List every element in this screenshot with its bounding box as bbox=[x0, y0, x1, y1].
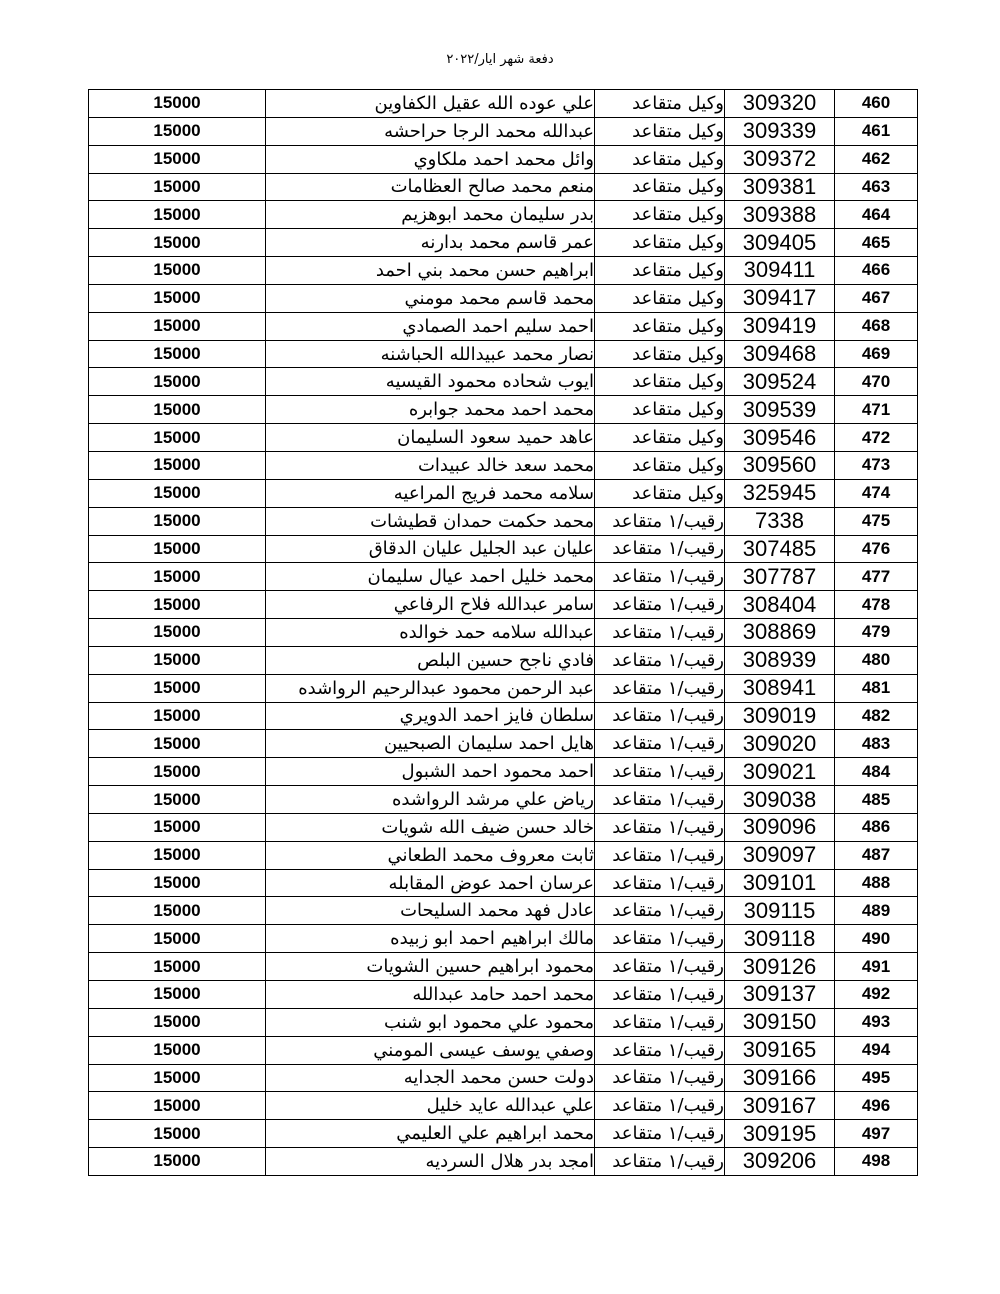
rank-cell: وكيل متقاعد bbox=[595, 284, 725, 312]
rank-cell: وكيل متقاعد bbox=[595, 145, 725, 173]
table-row bbox=[89, 897, 918, 925]
employee-id-cell: 309167 bbox=[725, 1092, 835, 1120]
amount-cell: 15000 bbox=[89, 813, 266, 841]
row-index-cell: 489 bbox=[835, 897, 918, 925]
amount-cell: 15000 bbox=[89, 1092, 266, 1120]
rank-cell: وكيل متقاعد bbox=[595, 229, 725, 257]
table-row bbox=[89, 563, 918, 591]
row-index-cell: 460 bbox=[835, 90, 918, 118]
name-cell: عبدالله سلامه حمد خوالده bbox=[266, 619, 595, 647]
rank-cell: رقيب/١ متقاعد bbox=[595, 674, 725, 702]
amount-cell: 15000 bbox=[89, 535, 266, 563]
row-index-cell: 491 bbox=[835, 953, 918, 981]
row-index-cell: 481 bbox=[835, 674, 918, 702]
name-cell: سلطان فايز احمد الدويري bbox=[266, 702, 595, 730]
row-index-cell: 479 bbox=[835, 619, 918, 647]
amount-cell: 15000 bbox=[89, 424, 266, 452]
employee-id-cell: 309388 bbox=[725, 201, 835, 229]
employee-id-cell: 309546 bbox=[725, 424, 835, 452]
row-index-cell: 474 bbox=[835, 479, 918, 507]
amount-cell: 15000 bbox=[89, 507, 266, 535]
employee-id-cell: 309115 bbox=[725, 897, 835, 925]
name-cell: عليان عبد الجليل عليان الدقاق bbox=[266, 535, 595, 563]
amount-cell: 15000 bbox=[89, 312, 266, 340]
rank-cell: رقيب/١ متقاعد bbox=[595, 925, 725, 953]
amount-cell: 15000 bbox=[89, 646, 266, 674]
table-row bbox=[89, 813, 918, 841]
row-index-cell: 473 bbox=[835, 451, 918, 479]
row-index-cell: 483 bbox=[835, 730, 918, 758]
table-row bbox=[89, 674, 918, 702]
row-index-cell: 469 bbox=[835, 340, 918, 368]
amount-cell: 15000 bbox=[89, 869, 266, 897]
row-index-cell: 488 bbox=[835, 869, 918, 897]
rank-cell: رقيب/١ متقاعد bbox=[595, 702, 725, 730]
name-cell: ايوب شحاده محمود القيسيه bbox=[266, 368, 595, 396]
name-cell: محمد قاسم محمد مومني bbox=[266, 284, 595, 312]
table-row bbox=[89, 841, 918, 869]
amount-cell: 15000 bbox=[89, 201, 266, 229]
rank-cell: رقيب/١ متقاعد bbox=[595, 646, 725, 674]
rank-cell: وكيل متقاعد bbox=[595, 173, 725, 201]
employee-id-cell: 309560 bbox=[725, 451, 835, 479]
rank-cell: وكيل متقاعد bbox=[595, 257, 725, 285]
row-index-cell: 470 bbox=[835, 368, 918, 396]
table-row bbox=[89, 1064, 918, 1092]
row-index-cell: 464 bbox=[835, 201, 918, 229]
table-row bbox=[89, 451, 918, 479]
row-index-cell: 463 bbox=[835, 173, 918, 201]
employee-id-cell: 309411 bbox=[725, 257, 835, 285]
rank-cell: وكيل متقاعد bbox=[595, 312, 725, 340]
table-row bbox=[89, 1092, 918, 1120]
table-row bbox=[89, 981, 918, 1009]
rank-cell: رقيب/١ متقاعد bbox=[595, 758, 725, 786]
rank-cell: وكيل متقاعد bbox=[595, 117, 725, 145]
row-index-cell: 486 bbox=[835, 813, 918, 841]
amount-cell: 15000 bbox=[89, 786, 266, 814]
amount-cell: 15000 bbox=[89, 1036, 266, 1064]
table-row bbox=[89, 340, 918, 368]
rank-cell: وكيل متقاعد bbox=[595, 451, 725, 479]
name-cell: نصار محمد عبيدالله الحباشنه bbox=[266, 340, 595, 368]
employee-id-cell: 7338 bbox=[725, 507, 835, 535]
employee-id-cell: 309150 bbox=[725, 1008, 835, 1036]
employee-id-cell: 309020 bbox=[725, 730, 835, 758]
row-index-cell: 496 bbox=[835, 1092, 918, 1120]
name-cell: رياض علي مرشد الرواشده bbox=[266, 786, 595, 814]
table-row bbox=[89, 786, 918, 814]
row-index-cell: 485 bbox=[835, 786, 918, 814]
rank-cell: رقيب/١ متقاعد bbox=[595, 563, 725, 591]
table-row bbox=[89, 1036, 918, 1064]
row-index-cell: 477 bbox=[835, 563, 918, 591]
page-title: دفعة شهر ايار/٢٠٢٢ bbox=[446, 52, 554, 67]
amount-cell: 15000 bbox=[89, 451, 266, 479]
amount-cell: 15000 bbox=[89, 257, 266, 285]
employee-id-cell: 309118 bbox=[725, 925, 835, 953]
row-index-cell: 482 bbox=[835, 702, 918, 730]
rank-cell: رقيب/١ متقاعد bbox=[595, 1092, 725, 1120]
employee-id-cell: 309126 bbox=[725, 953, 835, 981]
name-cell: عرسان احمد عوض المقابله bbox=[266, 869, 595, 897]
row-index-cell: 467 bbox=[835, 284, 918, 312]
rank-cell: وكيل متقاعد bbox=[595, 396, 725, 424]
amount-cell: 15000 bbox=[89, 145, 266, 173]
rank-cell: وكيل متقاعد bbox=[595, 368, 725, 396]
rank-cell: رقيب/١ متقاعد bbox=[595, 535, 725, 563]
table-row bbox=[89, 1008, 918, 1036]
table-row bbox=[89, 479, 918, 507]
name-cell: محمد خليل احمد عيال سليمان bbox=[266, 563, 595, 591]
row-index-cell: 497 bbox=[835, 1120, 918, 1148]
employee-id-cell: 309405 bbox=[725, 229, 835, 257]
employee-id-cell: 309165 bbox=[725, 1036, 835, 1064]
table-row bbox=[89, 869, 918, 897]
table-row bbox=[89, 396, 918, 424]
amount-cell: 15000 bbox=[89, 284, 266, 312]
name-cell: علي عبدالله عايد خليل bbox=[266, 1092, 595, 1120]
name-cell: عمر قاسم محمد بدارنه bbox=[266, 229, 595, 257]
name-cell: منعم محمد صالح العظامات bbox=[266, 173, 595, 201]
table-row bbox=[89, 145, 918, 173]
name-cell: محمود ابراهيم حسين الشويات bbox=[266, 953, 595, 981]
name-cell: عبدالله محمد الرجا حراحشه bbox=[266, 117, 595, 145]
name-cell: احمد محمود احمد الشبول bbox=[266, 758, 595, 786]
employee-id-cell: 309524 bbox=[725, 368, 835, 396]
employee-id-cell: 309195 bbox=[725, 1120, 835, 1148]
table-row bbox=[89, 368, 918, 396]
name-cell: محمد احمد محمد جوابره bbox=[266, 396, 595, 424]
roster-table bbox=[88, 89, 918, 1176]
table-row bbox=[89, 925, 918, 953]
rank-cell: رقيب/١ متقاعد bbox=[595, 1120, 725, 1148]
row-index-cell: 494 bbox=[835, 1036, 918, 1064]
name-cell: خالد حسن ضيف الله شويات bbox=[266, 813, 595, 841]
row-index-cell: 468 bbox=[835, 312, 918, 340]
row-index-cell: 480 bbox=[835, 646, 918, 674]
employee-id-cell: 309137 bbox=[725, 981, 835, 1009]
row-index-cell: 466 bbox=[835, 257, 918, 285]
employee-id-cell: 307485 bbox=[725, 535, 835, 563]
amount-cell: 15000 bbox=[89, 1148, 266, 1176]
rank-cell: وكيل متقاعد bbox=[595, 479, 725, 507]
row-index-cell: 490 bbox=[835, 925, 918, 953]
amount-cell: 15000 bbox=[89, 897, 266, 925]
name-cell: محمد احمد حامد عبدالله bbox=[266, 981, 595, 1009]
row-index-cell: 487 bbox=[835, 841, 918, 869]
row-index-cell: 471 bbox=[835, 396, 918, 424]
employee-id-cell: 309097 bbox=[725, 841, 835, 869]
table-row bbox=[89, 90, 918, 118]
rank-cell: رقيب/١ متقاعد bbox=[595, 1036, 725, 1064]
employee-id-cell: 309419 bbox=[725, 312, 835, 340]
employee-id-cell: 309372 bbox=[725, 145, 835, 173]
rank-cell: رقيب/١ متقاعد bbox=[595, 1064, 725, 1092]
row-index-cell: 476 bbox=[835, 535, 918, 563]
table-row bbox=[89, 1120, 918, 1148]
name-cell: دولت حسن محمد الجدايه bbox=[266, 1064, 595, 1092]
employee-id-cell: 309206 bbox=[725, 1148, 835, 1176]
rank-cell: رقيب/١ متقاعد bbox=[595, 619, 725, 647]
rank-cell: رقيب/١ متقاعد bbox=[595, 507, 725, 535]
row-index-cell: 478 bbox=[835, 591, 918, 619]
amount-cell: 15000 bbox=[89, 1008, 266, 1036]
rank-cell: رقيب/١ متقاعد bbox=[595, 953, 725, 981]
name-cell: عادل فهد محمد السليحات bbox=[266, 897, 595, 925]
employee-id-cell: 325945 bbox=[725, 479, 835, 507]
rank-cell: رقيب/١ متقاعد bbox=[595, 813, 725, 841]
table-row bbox=[89, 535, 918, 563]
name-cell: سلامه محمد فريج المراعيه bbox=[266, 479, 595, 507]
rank-cell: رقيب/١ متقاعد bbox=[595, 1148, 725, 1176]
name-cell: وائل محمد احمد ملكاوي bbox=[266, 145, 595, 173]
table-row bbox=[89, 229, 918, 257]
amount-cell: 15000 bbox=[89, 340, 266, 368]
name-cell: علي عوده الله عقيل الكفاوين bbox=[266, 90, 595, 118]
row-index-cell: 493 bbox=[835, 1008, 918, 1036]
table-row bbox=[89, 953, 918, 981]
name-cell: عبد الرحمن محمود عبدالرحيم الرواشده bbox=[266, 674, 595, 702]
amount-cell: 15000 bbox=[89, 229, 266, 257]
amount-cell: 15000 bbox=[89, 953, 266, 981]
name-cell: امجد بدر هلال السرديه bbox=[266, 1148, 595, 1176]
employee-id-cell: 309468 bbox=[725, 340, 835, 368]
name-cell: محمد حكمت حمدان قطيشات bbox=[266, 507, 595, 535]
name-cell: وصفي يوسف عيسى المومني bbox=[266, 1036, 595, 1064]
table-row bbox=[89, 424, 918, 452]
rank-cell: رقيب/١ متقاعد bbox=[595, 1008, 725, 1036]
amount-cell: 15000 bbox=[89, 841, 266, 869]
name-cell: ثابت معروف محمد الطعاني bbox=[266, 841, 595, 869]
table-row bbox=[89, 201, 918, 229]
name-cell: احمد سليم احمد الصمادي bbox=[266, 312, 595, 340]
amount-cell: 15000 bbox=[89, 117, 266, 145]
employee-id-cell: 309320 bbox=[725, 90, 835, 118]
row-index-cell: 461 bbox=[835, 117, 918, 145]
employee-id-cell: 309539 bbox=[725, 396, 835, 424]
rank-cell: رقيب/١ متقاعد bbox=[595, 786, 725, 814]
table-row bbox=[89, 284, 918, 312]
name-cell: بدر سليمان محمد ابوهزيم bbox=[266, 201, 595, 229]
table-row bbox=[89, 702, 918, 730]
name-cell: محمد ابراهيم علي العليمي bbox=[266, 1120, 595, 1148]
rank-cell: وكيل متقاعد bbox=[595, 90, 725, 118]
amount-cell: 15000 bbox=[89, 702, 266, 730]
table-row bbox=[89, 730, 918, 758]
amount-cell: 15000 bbox=[89, 619, 266, 647]
amount-cell: 15000 bbox=[89, 925, 266, 953]
employee-id-cell: 308939 bbox=[725, 646, 835, 674]
employee-id-cell: 309339 bbox=[725, 117, 835, 145]
rank-cell: رقيب/١ متقاعد bbox=[595, 591, 725, 619]
amount-cell: 15000 bbox=[89, 758, 266, 786]
row-index-cell: 495 bbox=[835, 1064, 918, 1092]
name-cell: عاهد حميد سعود السليمان bbox=[266, 424, 595, 452]
rank-cell: رقيب/١ متقاعد bbox=[595, 981, 725, 1009]
amount-cell: 15000 bbox=[89, 1064, 266, 1092]
employee-id-cell: 309417 bbox=[725, 284, 835, 312]
employee-id-cell: 308869 bbox=[725, 619, 835, 647]
amount-cell: 15000 bbox=[89, 368, 266, 396]
name-cell: محمود علي محمود ابو شنب bbox=[266, 1008, 595, 1036]
name-cell: هايل احمد سليمان الصبحيين bbox=[266, 730, 595, 758]
amount-cell: 15000 bbox=[89, 591, 266, 619]
rank-cell: رقيب/١ متقاعد bbox=[595, 897, 725, 925]
row-index-cell: 462 bbox=[835, 145, 918, 173]
amount-cell: 15000 bbox=[89, 981, 266, 1009]
employee-id-cell: 309096 bbox=[725, 813, 835, 841]
amount-cell: 15000 bbox=[89, 396, 266, 424]
rank-cell: رقيب/١ متقاعد bbox=[595, 869, 725, 897]
amount-cell: 15000 bbox=[89, 90, 266, 118]
employee-id-cell: 307787 bbox=[725, 563, 835, 591]
name-cell: مالك ابراهيم احمد ابو زبيده bbox=[266, 925, 595, 953]
name-cell: محمد سعد خالد عبيدات bbox=[266, 451, 595, 479]
table-row bbox=[89, 117, 918, 145]
amount-cell: 15000 bbox=[89, 479, 266, 507]
table-row bbox=[89, 257, 918, 285]
table-row bbox=[89, 173, 918, 201]
amount-cell: 15000 bbox=[89, 173, 266, 201]
name-cell: سامر عبدالله فلاح الرفاعي bbox=[266, 591, 595, 619]
employee-id-cell: 309381 bbox=[725, 173, 835, 201]
table-row bbox=[89, 758, 918, 786]
table-row bbox=[89, 646, 918, 674]
row-index-cell: 475 bbox=[835, 507, 918, 535]
rank-cell: رقيب/١ متقاعد bbox=[595, 841, 725, 869]
table-row bbox=[89, 1148, 918, 1176]
table-row bbox=[89, 619, 918, 647]
employee-id-cell: 309101 bbox=[725, 869, 835, 897]
amount-cell: 15000 bbox=[89, 563, 266, 591]
row-index-cell: 498 bbox=[835, 1148, 918, 1176]
row-index-cell: 472 bbox=[835, 424, 918, 452]
row-index-cell: 465 bbox=[835, 229, 918, 257]
roster-body bbox=[89, 90, 918, 1176]
name-cell: فادي ناجح حسين البلص bbox=[266, 646, 595, 674]
amount-cell: 15000 bbox=[89, 674, 266, 702]
row-index-cell: 492 bbox=[835, 981, 918, 1009]
employee-id-cell: 308941 bbox=[725, 674, 835, 702]
employee-id-cell: 309038 bbox=[725, 786, 835, 814]
rank-cell: وكيل متقاعد bbox=[595, 424, 725, 452]
employee-id-cell: 309019 bbox=[725, 702, 835, 730]
row-index-cell: 484 bbox=[835, 758, 918, 786]
employee-id-cell: 309021 bbox=[725, 758, 835, 786]
name-cell: ابراهيم حسن محمد بني احمد bbox=[266, 257, 595, 285]
amount-cell: 15000 bbox=[89, 1120, 266, 1148]
amount-cell: 15000 bbox=[89, 730, 266, 758]
table-row bbox=[89, 591, 918, 619]
rank-cell: وكيل متقاعد bbox=[595, 201, 725, 229]
table-row bbox=[89, 507, 918, 535]
rank-cell: رقيب/١ متقاعد bbox=[595, 730, 725, 758]
employee-id-cell: 308404 bbox=[725, 591, 835, 619]
employee-id-cell: 309166 bbox=[725, 1064, 835, 1092]
table-row bbox=[89, 312, 918, 340]
rank-cell: وكيل متقاعد bbox=[595, 340, 725, 368]
